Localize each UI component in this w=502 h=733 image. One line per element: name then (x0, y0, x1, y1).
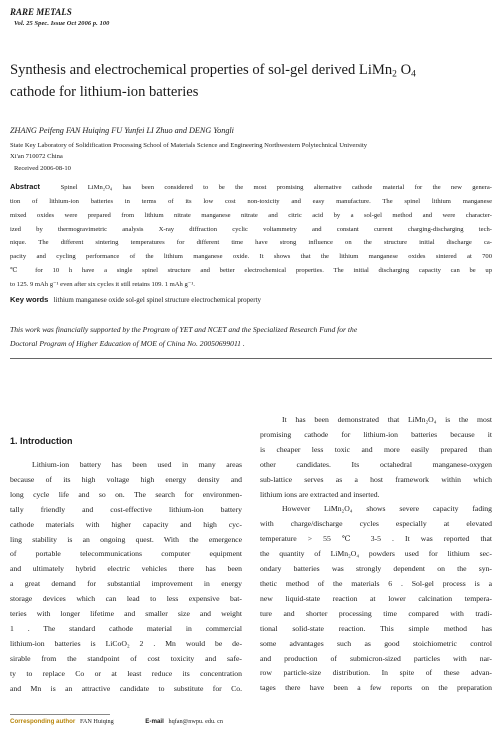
affiliation-line-2: Xi'an 710072 China (10, 153, 63, 160)
body-line: is cheaper less toxic and more easily prepared than (260, 444, 492, 454)
body-line: a great demand for substantial improvement in energy (10, 579, 242, 589)
title-line-1-text: Synthesis and electrochemical properties of sol-gel derived LiMn (10, 62, 393, 78)
title-line-2: cathode for lithium-ion batteries (10, 84, 199, 100)
body-line: 1 . The standard cathode material in commercial (10, 623, 242, 633)
keywords (10, 295, 261, 304)
body-line: with charge/discharge cycles especially at elevated (260, 519, 492, 529)
email-label: E-mail (145, 718, 164, 725)
section-divider (10, 358, 492, 359)
body-line: ondary batteries was strongly dependent on the syn- (260, 564, 492, 574)
abstract-line: to 125. 9 mAh g⁻¹ even after six cycles it still retains 109. 1 mAh g⁻¹. (10, 280, 195, 288)
body-line: and Mn is an attractive candidate to substitute for Co. (10, 683, 242, 693)
abstract-line: nique. The different sintering temperatures for different time have strong influence on the structure initial discharge ca- (10, 239, 492, 247)
body-line: thetic method of the materials 6 . Sol-gel process is a (260, 578, 492, 588)
corresponding-author-name: FAN Huiqing (79, 718, 114, 725)
body-line: because of its high voltage high energy density and (10, 474, 242, 484)
abstract (10, 180, 492, 292)
received-date: Received 2006-08-10 (14, 165, 71, 172)
keywords-label: Key words (10, 295, 49, 304)
body-line: the quantity of LiMn₂O₄ powders used for lithium sec- (260, 549, 492, 559)
body-line: tally friendly and cost-effective lithium-ion battery (10, 504, 242, 514)
body-line: other candidates. Its octahedral manganese-oxygen (260, 459, 492, 469)
abstract-line: ℃ for 10 h have a single spinel structure and better electrochemical properties. The initial discharging capacity can be up (10, 267, 492, 275)
body-line: of portable telecommunications computer equipment (10, 549, 242, 559)
abstract-line: ized by thermogravimetric analysis X-ray diffraction cyclic voltammetry and constant current charging-discharging tech- (10, 225, 492, 233)
funding-line-1: This work was financially supported by the Program of YET and NCET and the Specialized Research Fund for the (10, 325, 358, 334)
email-address[interactable]: hqfan@nwpu. edu. cn (168, 718, 223, 725)
keywords-text: lithium manganese oxide sol-gel spinel structure electrochemical property (53, 296, 262, 304)
body-line: Lithium-ion battery has been used in many areas (32, 460, 242, 469)
funding-note (10, 323, 492, 350)
body-line: tages there have been a few reports on the preparation (260, 683, 492, 693)
body-line: However LiMn₂O₄ shows severe capacity fading (282, 504, 492, 514)
section-heading-introduction: 1. Introduction (10, 436, 73, 446)
abstract-line (10, 180, 492, 195)
abstract-line: tion of lithium-ion batteries in terms of its low cost non-toxicity and easy manufacture. The spinel lithium manganese (10, 197, 492, 205)
body-line: teries with longer lifetime and smaller size and weight (10, 609, 242, 619)
journal-name: RARE METALS (10, 7, 72, 17)
author-list: ZHANG Peifeng FAN Huiqing FU Yunfei LI Zhuo and DENG Yongli (10, 126, 234, 135)
affiliation (10, 140, 494, 162)
body-line: lithium-ion batteries is LiCoO₂ 2 . Mn would be de- (10, 638, 242, 648)
title-line-1-mid: O (396, 62, 412, 78)
body-line: row particle-size distribution. In spite of these advan- (260, 668, 492, 678)
left-column (10, 458, 242, 697)
body-line: and ultimately hybrid electric vehicles there has been (10, 564, 242, 574)
abstract-line: mixed oxides were prepared from lithium nitrate manganese nitrate and citric acid by a sol-gel method and were character- (10, 211, 492, 219)
abstract-line-text: Spinel LiMn₂O₄ has been considered to be the most promising alternative cathode material for the new genera- (60, 184, 492, 191)
body-line: cathode materials with higher capacity and high cyc- (10, 519, 242, 529)
body-line: storage devices which can lead to less expensive bat- (10, 594, 242, 604)
body-line: and production of submicron-sized particles with nar- (260, 653, 492, 663)
body-line: sub-lattice serves as a host framework within which (260, 474, 492, 484)
body-line: long cycle life and so on. The search for environmen- (10, 489, 242, 499)
body-line: sirable from the standpoint of cost toxicity and safe- (10, 653, 242, 663)
body-line: ling stability is an ongoing quest. With the emergence (10, 534, 242, 544)
corresponding-author-footnote (10, 718, 223, 725)
affiliation-line-1: State Key Laboratory of Solidification Processing School of Materials Science and Engineering Northwestern Polytechnical University (10, 142, 368, 149)
body-line: lithium ions are extracted and inserted. (260, 489, 380, 499)
body-line: some advantages such as good stoichiometric control (260, 638, 492, 648)
right-column (260, 413, 492, 696)
body-line: ture and shorter processing time compared with tradi- (260, 608, 492, 618)
body-line: temperature > 55 ℃ 3-5 . It was reported that (260, 534, 492, 544)
abstract-label: Abstract (10, 182, 40, 191)
funding-line-2: Doctoral Program of Higher Education of MOE of China No. 20050699011 . (10, 338, 245, 348)
body-line: ty to replace Co or at least reduce its concentration (10, 668, 242, 678)
title-line-1 (10, 59, 490, 81)
body-line: It has been demonstrated that LiMn₂O₄ is the most (282, 415, 492, 424)
title-subscript-4: 4 (411, 69, 416, 80)
corresponding-author-label: Corresponding author (10, 718, 76, 725)
title-subscript-2: 2 (392, 69, 397, 80)
journal-volume-line: Vol. 25 Spec. Issue Oct 2006 p. 100 (14, 20, 110, 27)
abstract-line: pacity and cycling performance of the lithium manganese oxide. It shows that the lithium manganese oxides sintered at 700 (10, 253, 492, 261)
footnote-divider (10, 714, 110, 715)
body-line: promising cathode for lithium-ion batteries because it (260, 429, 492, 439)
body-line: new liquid-state reaction at lower calcination tempera- (260, 593, 492, 603)
body-line: tional solid-state reaction. This simple method has (260, 623, 492, 633)
paper-title (10, 59, 490, 103)
